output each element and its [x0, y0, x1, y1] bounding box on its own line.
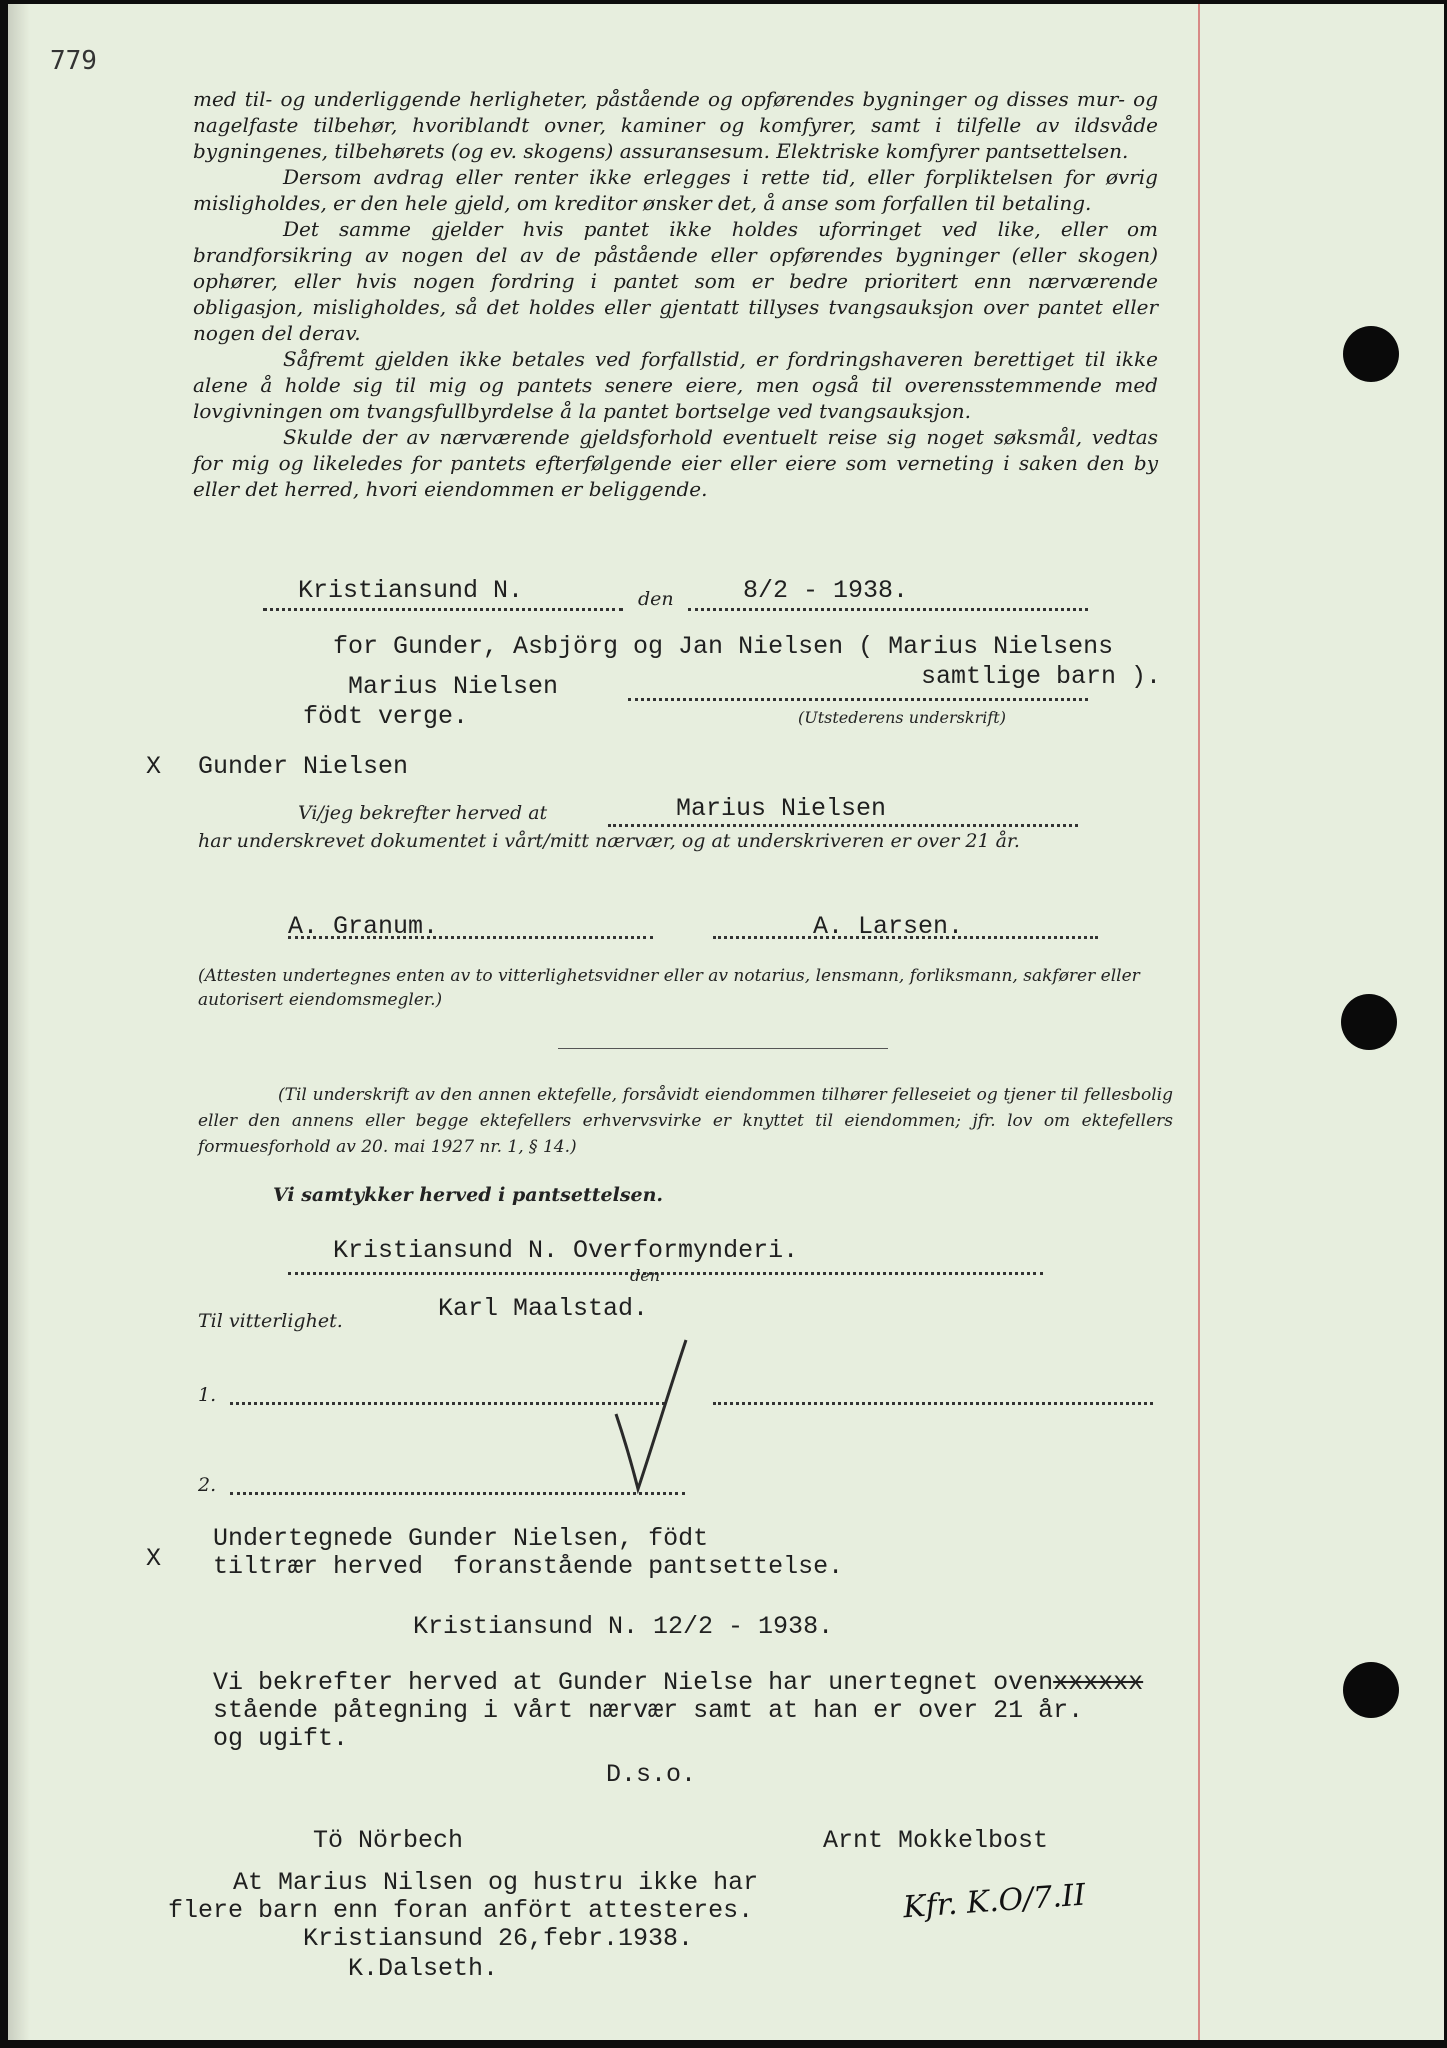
- overformynderi-den: den: [630, 1266, 661, 1285]
- body-paragraph: Såfremt gjelden ikke betales ved forfallstid, er fordringshaveren berettiget til ikke alene å holde sig til mig og pantets senere eiere, men også til overensstemmende med lovgivningen om tvangsfullbyrdelse å la pantet bortselge ved tvangsauksjon.: [193, 347, 1158, 423]
- final-signer-right: Arnt Mokkelbost: [823, 1826, 1049, 1855]
- binder-hole: [1343, 326, 1399, 382]
- body-text: [193, 86, 1158, 502]
- witness-line-1b: [713, 1402, 1153, 1405]
- place: Kristiansund N.: [298, 576, 524, 605]
- margin-rule: [1198, 4, 1200, 2040]
- handwritten-initials: Kfr. K.O/7.II: [902, 1877, 1087, 1926]
- addendum-confirm-1: [213, 1668, 1143, 1697]
- torn-left-edge: [8, 4, 30, 2040]
- witness-number-2: 2.: [198, 1474, 217, 1496]
- addendum-confirm-3: og ugift.: [213, 1724, 349, 1753]
- issuer-line-2: samtlige barn ).: [921, 662, 1162, 691]
- witness-statement-line2: har underskrevet dokumentet i vårt/mitt nærvær, og at underskriveren er over 21 år.: [198, 830, 1020, 852]
- witnessed-signer: Marius Nielsen: [676, 794, 887, 823]
- spouse-note: (Til underskrift av den annen ektefelle, forsåvidt eiendommen tilhører felleseiet og tjener til fellesbolig eller den annens eller begge ektefellers erhvervsvirke er knyttet til eiendommen; jfr. lov om ektefellers formuesforhold av 20. mai 1927 nr. 1, § 14.): [198, 1085, 1173, 1157]
- den-label: den: [638, 588, 674, 610]
- witness-1-line: [288, 936, 653, 939]
- body-paragraph: Det samme gjelder hvis pantet ikke holdes uforringet ved like, eller om brandforsikring av nogen del av de påstående eller opførendes bygninger (eller skogen) ophører, eller hvis nogen fordring i pantet som er bedre prioritert enn nærværende obligasjon, misligholdes, så det holdes eller gjentatt tillyses tvangsauksjon over pantet eller nogen del derav.: [193, 217, 1158, 345]
- confirm-text: Vi bekrefter herved at Gunder Nielse har unertegnet oven: [213, 1668, 1054, 1697]
- addendum-line-2: tiltrær herved foranstående pantsettelse.: [213, 1552, 844, 1581]
- til-vitterlighet: Til vitterlighet.: [198, 1310, 343, 1332]
- separator-rule: [558, 1048, 888, 1049]
- witness-2-line: [713, 936, 1098, 939]
- place-dotted-line: [263, 608, 623, 611]
- witness-line-1: [230, 1402, 665, 1405]
- witness-statement-prefix: Vi/jeg bekrefter herved at: [298, 802, 548, 824]
- attestation-line-1: At Marius Nilsen og hustru ikke har: [233, 1868, 759, 1897]
- witness-1-signature: A. Granum.: [288, 912, 439, 941]
- body-paragraph: Dersom avdrag eller renter ikke erlegges i rette tid, eller forpliktelsen for øvrig misligholdes, er den hele gjeld, om kreditor ønsker det, å anse som forfallen til betaling.: [193, 165, 1158, 215]
- overformynderi-signer: Karl Maalstad.: [438, 1294, 649, 1323]
- issuer-name: Marius Nielsen: [348, 672, 559, 701]
- witness-dotted-line: [608, 824, 1078, 827]
- witness-2-signature: A. Larsen.: [813, 912, 964, 941]
- addendum-place-date: Kristiansund N. 12/2 - 1938.: [413, 1612, 834, 1641]
- body-paragraph: med til- og underliggende herligheter, påstående og opførendes bygninger og disses mur- og nagelfaste tilbehør, hvoriblandt ovner, kaminer og komfyrer, samt i tilfelle av ildsvåde bygningenes, tilbehørets (og ev. skogens) assuransesum. Elektriske komfyrer pantsettelsen.: [193, 87, 1158, 163]
- consent-line: Vi samtykker herved i pantsettelsen.: [273, 1184, 664, 1206]
- addendum-line-1: Undertegnede Gunder Nielsen, födt: [213, 1524, 709, 1553]
- struck-text: xxxxxx: [1053, 1668, 1144, 1697]
- date-dotted-line: [688, 608, 1088, 611]
- attestation-line-2: flere barn enn foran anfört attesteres.: [168, 1896, 754, 1925]
- binder-hole: [1341, 994, 1397, 1050]
- signature-caption: (Utstederens underskrift): [798, 708, 1006, 727]
- gunder-name: Gunder Nielsen: [198, 752, 409, 781]
- body-paragraph: Skulde der av nærværende gjeldsforhold eventuelt reise sig noget søksmål, vedtas for mig og likeledes for pantets efterfølgende eier eller eiere som verneting i saken den by eller det herred, hvori eiendommen er beliggende.: [193, 425, 1158, 501]
- dso: D.s.o.: [606, 1760, 697, 1789]
- issuer-role: födt verge.: [303, 702, 469, 731]
- document-page: [8, 4, 1444, 2040]
- signature-dotted-line: [628, 698, 1088, 701]
- attestation-line-3: Kristiansund 26,febr.1938.: [303, 1924, 694, 1953]
- overformynderi-line: Kristiansund N. Overformynderi.: [333, 1236, 799, 1265]
- attestation-line-4: K.Dalseth.: [348, 1954, 499, 1983]
- binder-hole: [1343, 1662, 1399, 1718]
- witness-number-1: 1.: [198, 1384, 217, 1406]
- handwritten-check-mark: [608, 1334, 698, 1494]
- attest-note: (Attesten undertegnes enten av to vitterlighetsvidner eller av notarius, lensmann, forliksmann, sakfører eller autorisert eiendomsmegler.): [198, 966, 1140, 1010]
- date: 8/2 - 1938.: [743, 576, 909, 605]
- mark-x-addendum: X: [146, 1544, 162, 1573]
- overformynderi-dotted-line: [288, 1272, 1043, 1275]
- final-signer-left: Tö Nörbech: [313, 1826, 464, 1855]
- issuer-line-1: for Gunder, Asbjörg og Jan Nielsen ( Marius Nielsens: [333, 632, 1114, 661]
- mark-x: X: [146, 752, 162, 781]
- page-number: 779: [50, 46, 97, 76]
- addendum-confirm-2: stående påtegning i vårt nærvær samt at han er over 21 år.: [213, 1696, 1084, 1725]
